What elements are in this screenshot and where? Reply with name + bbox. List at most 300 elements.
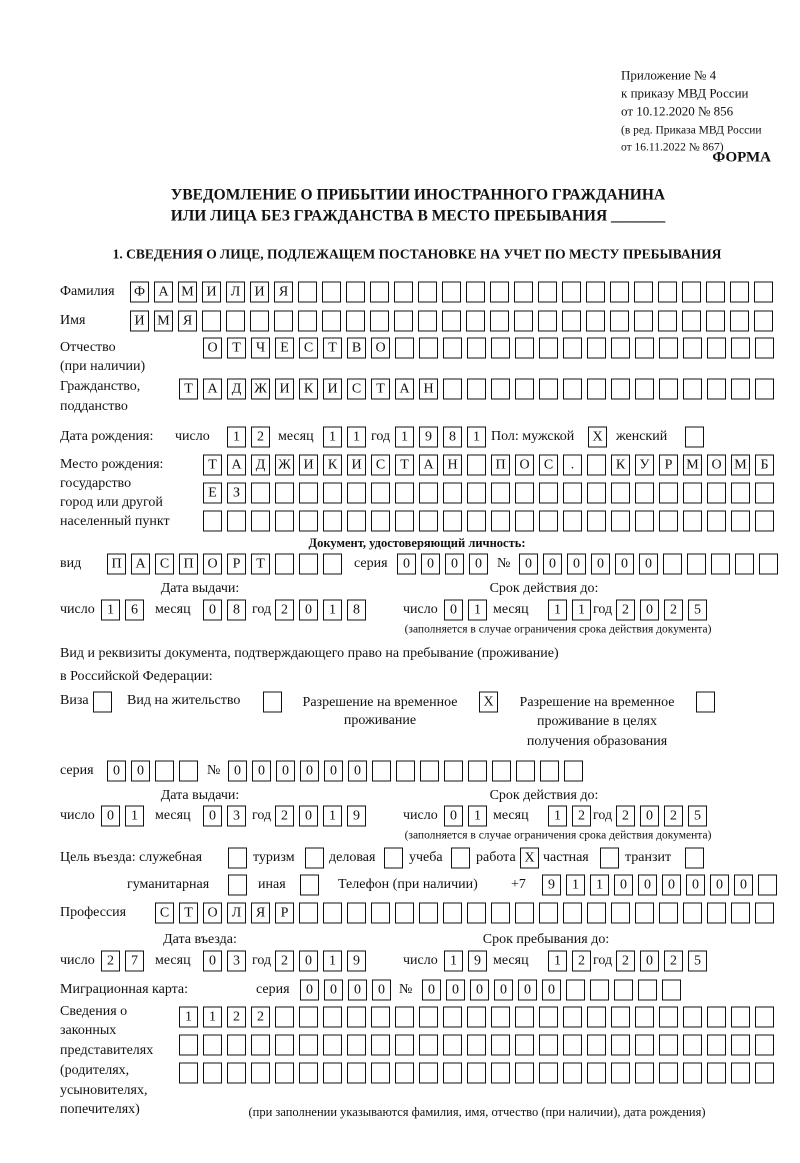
char-box[interactable]: [203, 1063, 222, 1084]
char-box[interactable]: [371, 903, 390, 924]
char-box[interactable]: [758, 875, 777, 896]
char-box[interactable]: [275, 554, 294, 575]
char-box[interactable]: [227, 1035, 246, 1056]
char-box[interactable]: [322, 311, 341, 332]
char-box[interactable]: 0: [299, 600, 318, 621]
char-box[interactable]: [395, 1063, 414, 1084]
char-box[interactable]: 0: [101, 806, 120, 827]
char-box[interactable]: 1: [572, 600, 591, 621]
char-box[interactable]: 0: [203, 951, 222, 972]
char-box[interactable]: О: [515, 455, 534, 476]
char-box[interactable]: [696, 692, 715, 713]
char-box[interactable]: 0: [421, 554, 440, 575]
char-box[interactable]: [299, 1035, 318, 1056]
char-box[interactable]: 0: [107, 761, 126, 782]
char-box[interactable]: 1: [179, 1007, 198, 1028]
char-box[interactable]: [491, 1007, 510, 1028]
char-box[interactable]: 1: [323, 951, 342, 972]
char-box[interactable]: [467, 1035, 486, 1056]
char-box[interactable]: И: [347, 455, 366, 476]
char-box[interactable]: 2: [664, 806, 683, 827]
char-box[interactable]: [384, 848, 403, 869]
char-box[interactable]: 0: [444, 600, 463, 621]
char-box[interactable]: [539, 1007, 558, 1028]
char-box[interactable]: [707, 1007, 726, 1028]
char-box[interactable]: Т: [179, 379, 198, 400]
char-box[interactable]: [706, 311, 725, 332]
char-box[interactable]: [731, 1007, 750, 1028]
char-box[interactable]: [251, 483, 270, 504]
char-box[interactable]: 1: [590, 875, 609, 896]
char-box[interactable]: [251, 1035, 270, 1056]
char-box[interactable]: П: [107, 554, 126, 575]
char-box[interactable]: [514, 282, 533, 303]
char-box[interactable]: М: [731, 455, 750, 476]
char-box[interactable]: [443, 1007, 462, 1028]
char-box[interactable]: Е: [275, 338, 294, 359]
char-box[interactable]: [635, 483, 654, 504]
char-box[interactable]: О: [203, 554, 222, 575]
char-box[interactable]: [275, 1035, 294, 1056]
char-box[interactable]: [466, 282, 485, 303]
char-box[interactable]: Б: [755, 455, 774, 476]
char-box[interactable]: 9: [347, 951, 366, 972]
char-box[interactable]: [250, 311, 269, 332]
char-box[interactable]: А: [203, 379, 222, 400]
char-box[interactable]: [491, 511, 510, 532]
char-box[interactable]: [419, 903, 438, 924]
char-box[interactable]: [467, 455, 486, 476]
char-box[interactable]: Т: [395, 455, 414, 476]
char-box[interactable]: [371, 1063, 390, 1084]
char-box[interactable]: [600, 848, 619, 869]
char-box[interactable]: М: [178, 282, 197, 303]
char-box[interactable]: [371, 483, 390, 504]
char-box[interactable]: [538, 311, 557, 332]
char-box[interactable]: [563, 338, 582, 359]
char-box[interactable]: [514, 311, 533, 332]
char-box[interactable]: [466, 311, 485, 332]
char-box[interactable]: [395, 1035, 414, 1056]
char-box[interactable]: [566, 980, 585, 1001]
char-box[interactable]: [395, 483, 414, 504]
char-box[interactable]: [539, 1035, 558, 1056]
char-box[interactable]: [682, 311, 701, 332]
char-box[interactable]: 0: [638, 875, 657, 896]
char-box[interactable]: Н: [443, 455, 462, 476]
char-box[interactable]: [203, 511, 222, 532]
char-box[interactable]: [299, 1063, 318, 1084]
char-box[interactable]: 2: [101, 951, 120, 972]
char-box[interactable]: 0: [470, 980, 489, 1001]
char-box[interactable]: [467, 483, 486, 504]
char-box[interactable]: 0: [444, 806, 463, 827]
char-box[interactable]: [370, 282, 389, 303]
char-box[interactable]: П: [179, 554, 198, 575]
char-box[interactable]: [347, 1007, 366, 1028]
char-box[interactable]: [730, 282, 749, 303]
char-box[interactable]: [539, 379, 558, 400]
char-box[interactable]: [754, 282, 773, 303]
char-box[interactable]: [323, 1063, 342, 1084]
char-box[interactable]: [227, 511, 246, 532]
char-box[interactable]: [420, 761, 439, 782]
char-box[interactable]: [419, 338, 438, 359]
char-box[interactable]: [611, 338, 630, 359]
char-box[interactable]: [370, 311, 389, 332]
char-box[interactable]: [372, 761, 391, 782]
char-box[interactable]: Л: [227, 903, 246, 924]
char-box[interactable]: [203, 1035, 222, 1056]
char-box[interactable]: 1: [125, 806, 144, 827]
char-box[interactable]: [419, 483, 438, 504]
char-box[interactable]: [586, 311, 605, 332]
char-box[interactable]: 0: [276, 761, 295, 782]
char-box[interactable]: [202, 311, 221, 332]
char-box[interactable]: 1: [323, 806, 342, 827]
char-box[interactable]: [658, 282, 677, 303]
char-box[interactable]: [587, 1007, 606, 1028]
char-box[interactable]: 8: [347, 600, 366, 621]
char-box[interactable]: 1: [467, 427, 486, 448]
char-box[interactable]: А: [131, 554, 150, 575]
char-box[interactable]: Ж: [275, 455, 294, 476]
char-box[interactable]: [730, 311, 749, 332]
char-box[interactable]: [755, 1007, 774, 1028]
char-box[interactable]: [707, 483, 726, 504]
char-box[interactable]: В: [347, 338, 366, 359]
char-box[interactable]: [587, 1035, 606, 1056]
char-box[interactable]: А: [419, 455, 438, 476]
char-box[interactable]: [394, 311, 413, 332]
char-box[interactable]: [93, 692, 112, 713]
char-box[interactable]: 0: [567, 554, 586, 575]
char-box[interactable]: 0: [299, 806, 318, 827]
char-box[interactable]: 0: [518, 980, 537, 1001]
char-box[interactable]: [755, 379, 774, 400]
char-box[interactable]: 0: [662, 875, 681, 896]
char-box[interactable]: 0: [324, 980, 343, 1001]
char-box[interactable]: 2: [275, 600, 294, 621]
char-box[interactable]: [683, 1035, 702, 1056]
char-box[interactable]: [658, 311, 677, 332]
char-box[interactable]: [299, 511, 318, 532]
char-box[interactable]: 1: [468, 600, 487, 621]
char-box[interactable]: [659, 903, 678, 924]
char-box[interactable]: К: [323, 455, 342, 476]
char-box[interactable]: [419, 511, 438, 532]
char-box[interactable]: Д: [251, 455, 270, 476]
char-box[interactable]: 1: [444, 951, 463, 972]
char-box[interactable]: 1: [227, 427, 246, 448]
char-box[interactable]: 0: [422, 980, 441, 1001]
char-box[interactable]: [735, 554, 754, 575]
char-box[interactable]: 9: [419, 427, 438, 448]
char-box[interactable]: 2: [616, 951, 635, 972]
char-box[interactable]: [443, 1063, 462, 1084]
char-box[interactable]: А: [395, 379, 414, 400]
char-box[interactable]: [634, 311, 653, 332]
char-box[interactable]: С: [155, 903, 174, 924]
char-box[interactable]: 0: [203, 600, 222, 621]
char-box[interactable]: Р: [227, 554, 246, 575]
char-box[interactable]: [394, 282, 413, 303]
char-box[interactable]: [451, 848, 470, 869]
char-box[interactable]: [731, 1063, 750, 1084]
char-box[interactable]: А: [227, 455, 246, 476]
char-box[interactable]: 2: [572, 806, 591, 827]
char-box[interactable]: 0: [300, 761, 319, 782]
char-box[interactable]: 1: [395, 427, 414, 448]
char-box[interactable]: Ж: [251, 379, 270, 400]
char-box[interactable]: [635, 1063, 654, 1084]
char-box[interactable]: [371, 511, 390, 532]
char-box[interactable]: [275, 1063, 294, 1084]
char-box[interactable]: [754, 311, 773, 332]
char-box[interactable]: [611, 483, 630, 504]
char-box[interactable]: И: [299, 455, 318, 476]
char-box[interactable]: 2: [251, 1007, 270, 1028]
char-box[interactable]: [251, 1063, 270, 1084]
char-box[interactable]: О: [203, 903, 222, 924]
char-box[interactable]: 0: [469, 554, 488, 575]
char-box[interactable]: [491, 1035, 510, 1056]
char-box[interactable]: 0: [203, 806, 222, 827]
char-box[interactable]: [491, 903, 510, 924]
char-box[interactable]: [467, 511, 486, 532]
char-box[interactable]: [635, 511, 654, 532]
char-box[interactable]: Ч: [251, 338, 270, 359]
char-box[interactable]: [443, 1035, 462, 1056]
char-box[interactable]: [251, 511, 270, 532]
char-box[interactable]: [634, 282, 653, 303]
char-box[interactable]: [707, 1035, 726, 1056]
char-box[interactable]: 2: [664, 951, 683, 972]
char-box[interactable]: [346, 311, 365, 332]
char-box[interactable]: С: [299, 338, 318, 359]
char-box[interactable]: [563, 903, 582, 924]
char-box[interactable]: [590, 980, 609, 1001]
char-box[interactable]: [443, 483, 462, 504]
char-box[interactable]: [323, 483, 342, 504]
char-box[interactable]: [635, 1035, 654, 1056]
char-box[interactable]: [515, 511, 534, 532]
char-box[interactable]: 0: [640, 951, 659, 972]
char-box[interactable]: [611, 379, 630, 400]
char-box[interactable]: 9: [468, 951, 487, 972]
char-box[interactable]: [587, 338, 606, 359]
char-box[interactable]: 0: [543, 554, 562, 575]
char-box[interactable]: [515, 379, 534, 400]
char-box[interactable]: [419, 1007, 438, 1028]
char-box[interactable]: [323, 1007, 342, 1028]
char-box[interactable]: [635, 379, 654, 400]
char-box[interactable]: 1: [101, 600, 120, 621]
char-box[interactable]: Т: [227, 338, 246, 359]
char-box[interactable]: [467, 903, 486, 924]
char-box[interactable]: 2: [664, 600, 683, 621]
char-box[interactable]: [323, 511, 342, 532]
char-box[interactable]: 0: [591, 554, 610, 575]
char-box[interactable]: [685, 848, 704, 869]
char-box[interactable]: [682, 282, 701, 303]
char-box[interactable]: [263, 692, 282, 713]
char-box[interactable]: [179, 761, 198, 782]
char-box[interactable]: [687, 554, 706, 575]
char-box[interactable]: [490, 282, 509, 303]
char-box[interactable]: 1: [548, 806, 567, 827]
char-box[interactable]: 0: [686, 875, 705, 896]
char-box[interactable]: 1: [323, 600, 342, 621]
char-box[interactable]: 8: [443, 427, 462, 448]
char-box[interactable]: [711, 554, 730, 575]
char-box[interactable]: [683, 511, 702, 532]
char-box[interactable]: К: [299, 379, 318, 400]
char-box[interactable]: [635, 338, 654, 359]
char-box[interactable]: [586, 282, 605, 303]
char-box[interactable]: 8: [227, 600, 246, 621]
char-box[interactable]: [563, 1063, 582, 1084]
char-box[interactable]: [299, 903, 318, 924]
char-box[interactable]: О: [707, 455, 726, 476]
char-box[interactable]: [563, 511, 582, 532]
char-box[interactable]: 0: [252, 761, 271, 782]
char-box[interactable]: 1: [468, 806, 487, 827]
char-box[interactable]: [564, 761, 583, 782]
char-box[interactable]: Я: [178, 311, 197, 332]
char-box[interactable]: [467, 1007, 486, 1028]
char-box[interactable]: [395, 338, 414, 359]
char-box[interactable]: [685, 427, 704, 448]
char-box[interactable]: 2: [251, 427, 270, 448]
char-box[interactable]: 0: [640, 600, 659, 621]
char-box[interactable]: 3: [227, 951, 246, 972]
char-box[interactable]: [563, 483, 582, 504]
char-box[interactable]: [419, 1063, 438, 1084]
char-box[interactable]: [611, 1007, 630, 1028]
char-box[interactable]: [299, 1007, 318, 1028]
char-box[interactable]: К: [611, 455, 630, 476]
char-box[interactable]: [322, 282, 341, 303]
char-box[interactable]: Ф: [130, 282, 149, 303]
char-box[interactable]: [347, 483, 366, 504]
char-box[interactable]: [659, 511, 678, 532]
char-box[interactable]: 0: [348, 761, 367, 782]
char-box[interactable]: [707, 338, 726, 359]
char-box[interactable]: Д: [227, 379, 246, 400]
char-box[interactable]: С: [347, 379, 366, 400]
char-box[interactable]: [275, 511, 294, 532]
char-box[interactable]: И: [323, 379, 342, 400]
char-box[interactable]: [539, 338, 558, 359]
char-box[interactable]: [707, 511, 726, 532]
char-box[interactable]: [683, 338, 702, 359]
char-box[interactable]: 0: [639, 554, 658, 575]
char-box[interactable]: Н: [419, 379, 438, 400]
char-box[interactable]: [275, 483, 294, 504]
char-box[interactable]: [395, 1007, 414, 1028]
char-box[interactable]: [490, 311, 509, 332]
char-box[interactable]: [611, 511, 630, 532]
char-box[interactable]: 0: [494, 980, 513, 1001]
char-box[interactable]: О: [203, 338, 222, 359]
char-box[interactable]: [442, 311, 461, 332]
char-box[interactable]: 0: [710, 875, 729, 896]
char-box[interactable]: 0: [299, 951, 318, 972]
char-box[interactable]: [491, 338, 510, 359]
char-box[interactable]: [228, 848, 247, 869]
char-box[interactable]: С: [155, 554, 174, 575]
char-box[interactable]: [299, 554, 318, 575]
char-box[interactable]: [587, 455, 606, 476]
char-box[interactable]: 9: [347, 806, 366, 827]
char-box[interactable]: Я: [251, 903, 270, 924]
char-box[interactable]: 0: [640, 806, 659, 827]
char-box[interactable]: [371, 1007, 390, 1028]
char-box[interactable]: [323, 903, 342, 924]
char-box[interactable]: А: [154, 282, 173, 303]
char-box[interactable]: Т: [251, 554, 270, 575]
char-box[interactable]: 0: [131, 761, 150, 782]
char-box[interactable]: 0: [614, 875, 633, 896]
char-box[interactable]: [755, 511, 774, 532]
char-box[interactable]: 5: [688, 600, 707, 621]
char-box[interactable]: 2: [275, 951, 294, 972]
char-box[interactable]: [540, 761, 559, 782]
char-box[interactable]: 0: [734, 875, 753, 896]
char-box[interactable]: X: [588, 427, 607, 448]
char-box[interactable]: [683, 1063, 702, 1084]
char-box[interactable]: [611, 1035, 630, 1056]
char-box[interactable]: [587, 483, 606, 504]
char-box[interactable]: Т: [371, 379, 390, 400]
char-box[interactable]: [467, 1063, 486, 1084]
char-box[interactable]: [444, 761, 463, 782]
char-box[interactable]: [443, 903, 462, 924]
char-box[interactable]: [298, 311, 317, 332]
char-box[interactable]: [562, 311, 581, 332]
char-box[interactable]: [396, 761, 415, 782]
char-box[interactable]: 0: [446, 980, 465, 1001]
char-box[interactable]: [179, 1035, 198, 1056]
char-box[interactable]: 0: [300, 980, 319, 1001]
char-box[interactable]: М: [154, 311, 173, 332]
char-box[interactable]: [492, 761, 511, 782]
char-box[interactable]: 1: [203, 1007, 222, 1028]
char-box[interactable]: [347, 511, 366, 532]
char-box[interactable]: [706, 282, 725, 303]
char-box[interactable]: [587, 903, 606, 924]
char-box[interactable]: [155, 761, 174, 782]
char-box[interactable]: [659, 1035, 678, 1056]
char-box[interactable]: М: [683, 455, 702, 476]
char-box[interactable]: 5: [688, 806, 707, 827]
char-box[interactable]: [227, 1063, 246, 1084]
char-box[interactable]: [491, 379, 510, 400]
char-box[interactable]: X: [520, 848, 539, 869]
char-box[interactable]: [274, 311, 293, 332]
char-box[interactable]: И: [250, 282, 269, 303]
char-box[interactable]: 1: [323, 427, 342, 448]
char-box[interactable]: Р: [275, 903, 294, 924]
char-box[interactable]: [347, 1035, 366, 1056]
char-box[interactable]: [418, 282, 437, 303]
char-box[interactable]: [635, 1007, 654, 1028]
char-box[interactable]: Е: [203, 483, 222, 504]
char-box[interactable]: [707, 1063, 726, 1084]
char-box[interactable]: [635, 903, 654, 924]
char-box[interactable]: [300, 875, 319, 896]
